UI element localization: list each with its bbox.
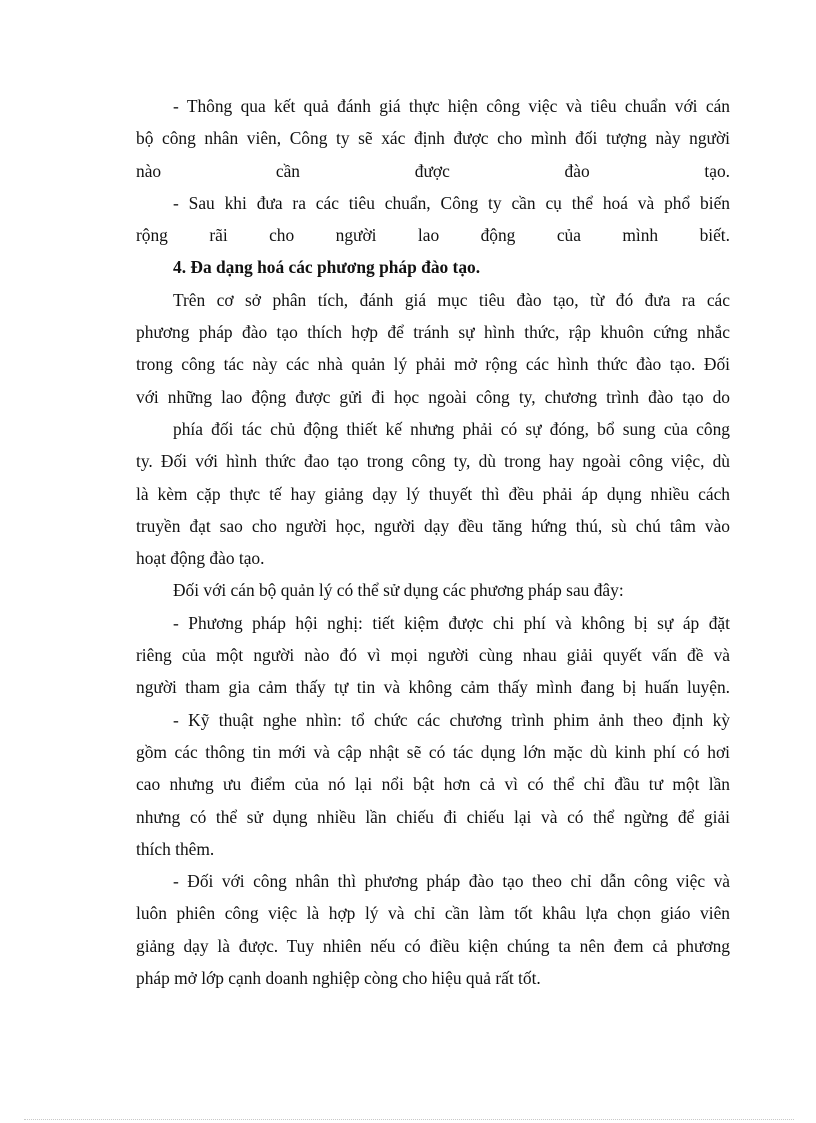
text-line: cao nhưng ưu điểm của nó lại nổi bật hơn cả vì có thể chỉ đầu tư một lần — [136, 774, 730, 795]
text-line: - Đối với công nhân thì phương pháp đào tạo theo chỉ dẫn công việc và — [173, 871, 730, 892]
text-line: nhưng có thể sử dụng nhiều lần chiếu đi chiếu lại và có thể ngừng để giải — [136, 806, 730, 827]
text-line: - Phương pháp hội nghị: tiết kiệm được chi phí và không bị sự áp đặt — [173, 612, 730, 633]
text-line: Trên cơ sở phân tích, đánh giá mục tiêu đào tạo, từ đó đưa ra các — [173, 289, 730, 310]
text-line: - Thông qua kết quả đánh giá thực hiện công việc và tiêu chuẩn với cán — [173, 96, 730, 116]
text-line: phương pháp đào tạo thích hợp để tránh sự hình thức, rập khuôn cứng nhắc — [136, 322, 730, 343]
text-line: người tham gia cảm thấy tự tin và không cảm thấy mình đang bị huấn luyện. — [136, 677, 730, 698]
text-line: rộng rãi cho người lao động của mình biết. — [136, 225, 730, 246]
text-line: hoạt động đào tạo. — [136, 548, 265, 569]
text-line: nào cần được đào tạo. — [136, 160, 730, 181]
text-line: bộ công nhân viên, Công ty sẽ xác định được cho mình đối tượng này người — [136, 128, 730, 149]
text-line: riêng của một người nào đó vì mọi người cùng nhau giải quyết vấn đề và — [136, 645, 730, 666]
text-line: trong công tác này các nhà quản lý phải mở rộng các hình thức đào tạo. Đối — [136, 354, 730, 375]
text-line: gồm các thông tin mới và cập nhật sẽ có tác dụng lớn mặc dù kinh phí có hơi — [136, 741, 730, 762]
text-line: truyền đạt sao cho người học, người dạy đều tăng hứng thú, sù chú tâm vào — [136, 515, 730, 536]
text-line: thích thêm. — [136, 838, 215, 859]
text-line: giảng dạy là được. Tuy nhiên nếu có điều kiện chúng ta nên đem cả phương — [136, 935, 730, 956]
text-line: ty. Đối với hình thức đao tạo trong công ty, dù trong hay ngoài công việc, dù — [136, 451, 730, 472]
text-line: pháp mở lớp cạnh doanh nghiệp còng cho hiệu quả rất tốt. — [136, 968, 541, 989]
page-bottom-dotted-rule — [24, 1119, 794, 1120]
text-line: phía đối tác chủ động thiết kế nhưng phải có sự đóng, bổ sung của công — [173, 418, 730, 439]
text-line: - Kỹ thuật nghe nhìn: tổ chức các chương trình phim ảnh theo định kỳ — [173, 709, 730, 730]
text-line: với những lao động được gửi đi học ngoài công ty, chương trình đào tạo do — [136, 386, 730, 407]
text-line: là kèm cặp thực tế hay giảng dạy lý thuyết thì đều phải áp dụng nhiều cách — [136, 483, 730, 504]
text-line: - Sau khi đưa ra các tiêu chuẩn, Công ty cần cụ thể hoá và phổ biến — [173, 192, 730, 213]
section-heading: 4. Đa dạng hoá các phương pháp đào tạo. — [173, 257, 481, 278]
document-body — [136, 90, 730, 994]
text-line: luôn phiên công việc là hợp lý và chỉ cần làm tốt khâu lựa chọn giáo viên — [136, 903, 730, 924]
text-line: Đối với cán bộ quản lý có thể sử dụng các phương pháp sau đây: — [173, 580, 624, 601]
